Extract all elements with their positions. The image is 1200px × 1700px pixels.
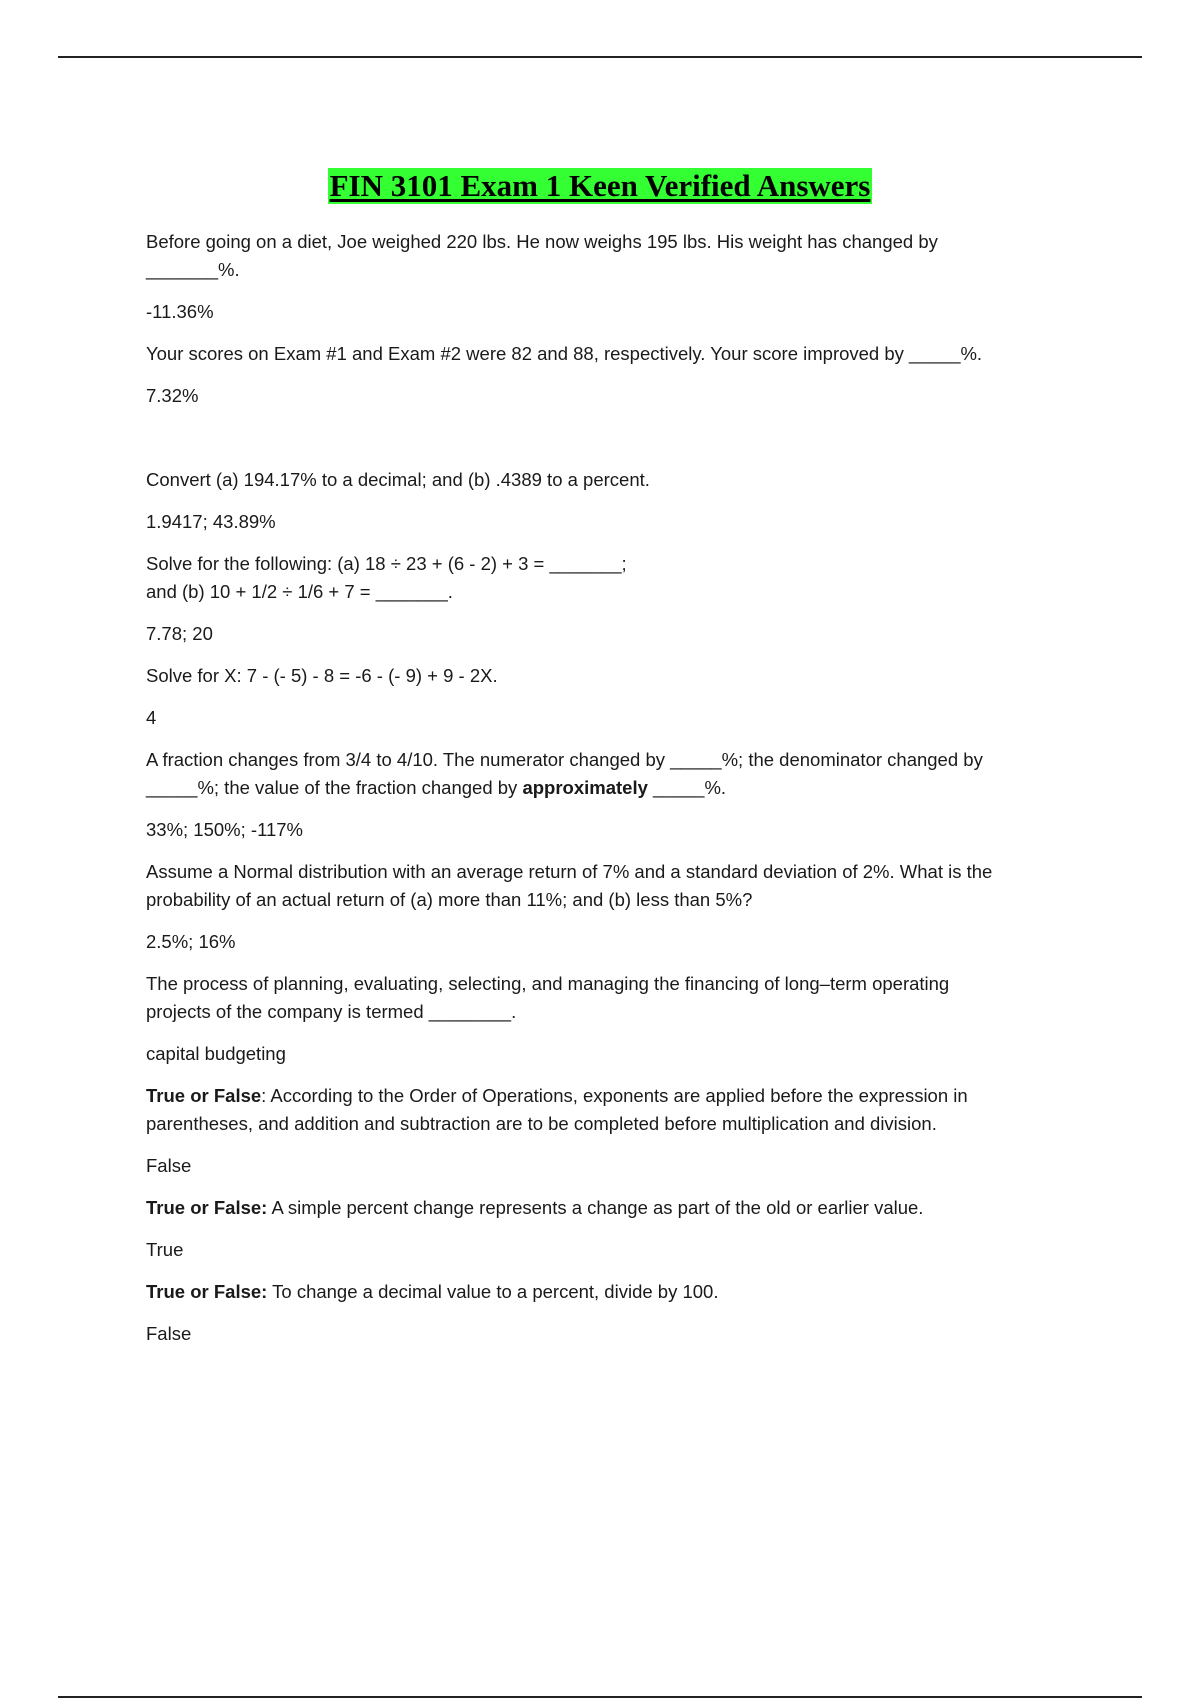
top-rule: [58, 56, 1142, 58]
answer: -11.36%: [146, 301, 214, 322]
answer: False: [146, 1323, 192, 1344]
qa-item: [146, 662, 1086, 732]
true-false-label: True or False:: [146, 1197, 268, 1218]
qa-item: [146, 228, 1086, 326]
question-text: A simple percent change represents a change as part of the old or earlier value.: [267, 1197, 924, 1218]
question-text: To change a decimal value to a percent, divide by 100.: [267, 1281, 719, 1302]
question: Your scores on Exam #1 and Exam #2 were 82 and 88, respectively. Your score improved by _____%.: [146, 343, 983, 364]
question: [146, 550, 1086, 606]
answer: False: [146, 1155, 192, 1176]
question: Solve for X: 7 - (- 5) - 8 = -6 - (- 9) + 9 - 2X.: [146, 665, 498, 686]
question: [146, 228, 1086, 284]
question-line: _______%.: [146, 259, 240, 280]
qa-item: [146, 1082, 1086, 1180]
question-text: _____%; the value of the fraction changed by: [146, 777, 523, 798]
answer: 2.5%; 16%: [146, 931, 236, 952]
answer: 1.9417; 43.89%: [146, 511, 276, 532]
question: [146, 1082, 1086, 1138]
question-line: [146, 774, 1086, 802]
answer: True: [146, 1239, 184, 1260]
true-false-label: True or False: [146, 1085, 262, 1106]
answer: 7.32%: [146, 385, 199, 406]
qa-item: [146, 746, 1086, 844]
emphasis-text: approximately: [522, 777, 648, 798]
qa-item: [146, 550, 1086, 648]
answer: capital budgeting: [146, 1043, 286, 1064]
question-line: Assume a Normal distribution with an average return of 7% and a standard deviation of 2%. What is the: [146, 861, 993, 882]
document-title: FIN 3101 Exam 1 Keen Verified Answers: [329, 168, 871, 203]
question: Convert (a) 194.17% to a decimal; and (b) .4389 to a percent.: [146, 469, 650, 490]
question-line: The process of planning, evaluating, selecting, and managing the financing of long–term operating: [146, 973, 950, 994]
qa-content: [146, 228, 1086, 1348]
answer: 33%; 150%; -117%: [146, 819, 304, 840]
question-line: Before going on a diet, Joe weighed 220 lbs. He now weighs 195 lbs. His weight has changed by: [146, 231, 938, 252]
question-line: and (b) 10 + 1/2 ÷ 1/6 + 7 = _______.: [146, 581, 453, 602]
question: [146, 746, 1086, 802]
qa-item: [146, 466, 1086, 536]
question-text: : According to the Order of Operations, exponents are applied before the expression in: [261, 1085, 968, 1106]
qa-item: [146, 970, 1086, 1068]
qa-item: [146, 1278, 1086, 1348]
question: [146, 1278, 1086, 1306]
question-line: [146, 1082, 1086, 1110]
answer: 7.78; 20: [146, 623, 213, 644]
bottom-rule: [58, 1696, 1142, 1698]
title-container: [0, 168, 1200, 204]
question-line: probability of an actual return of (a) more than 11%; and (b) less than 5%?: [146, 889, 753, 910]
question-line: Solve for the following: (a) 18 ÷ 23 + (6 - 2) + 3 = _______;: [146, 553, 627, 574]
qa-item: [146, 858, 1086, 956]
answer: 4: [146, 707, 157, 728]
question-line: projects of the company is termed ________.: [146, 1001, 517, 1022]
true-false-label: True or False:: [146, 1281, 268, 1302]
question-line: A fraction changes from 3/4 to 4/10. The numerator changed by _____%; the denominator changed by: [146, 749, 983, 770]
question: [146, 970, 1086, 1026]
qa-item: [146, 340, 1086, 410]
question: [146, 858, 1086, 914]
question: [146, 1194, 1086, 1222]
qa-item: [146, 1194, 1086, 1264]
question-text: _____%.: [647, 777, 727, 798]
question-line: parentheses, and addition and subtraction are to be completed before multiplication and division.: [146, 1113, 937, 1134]
